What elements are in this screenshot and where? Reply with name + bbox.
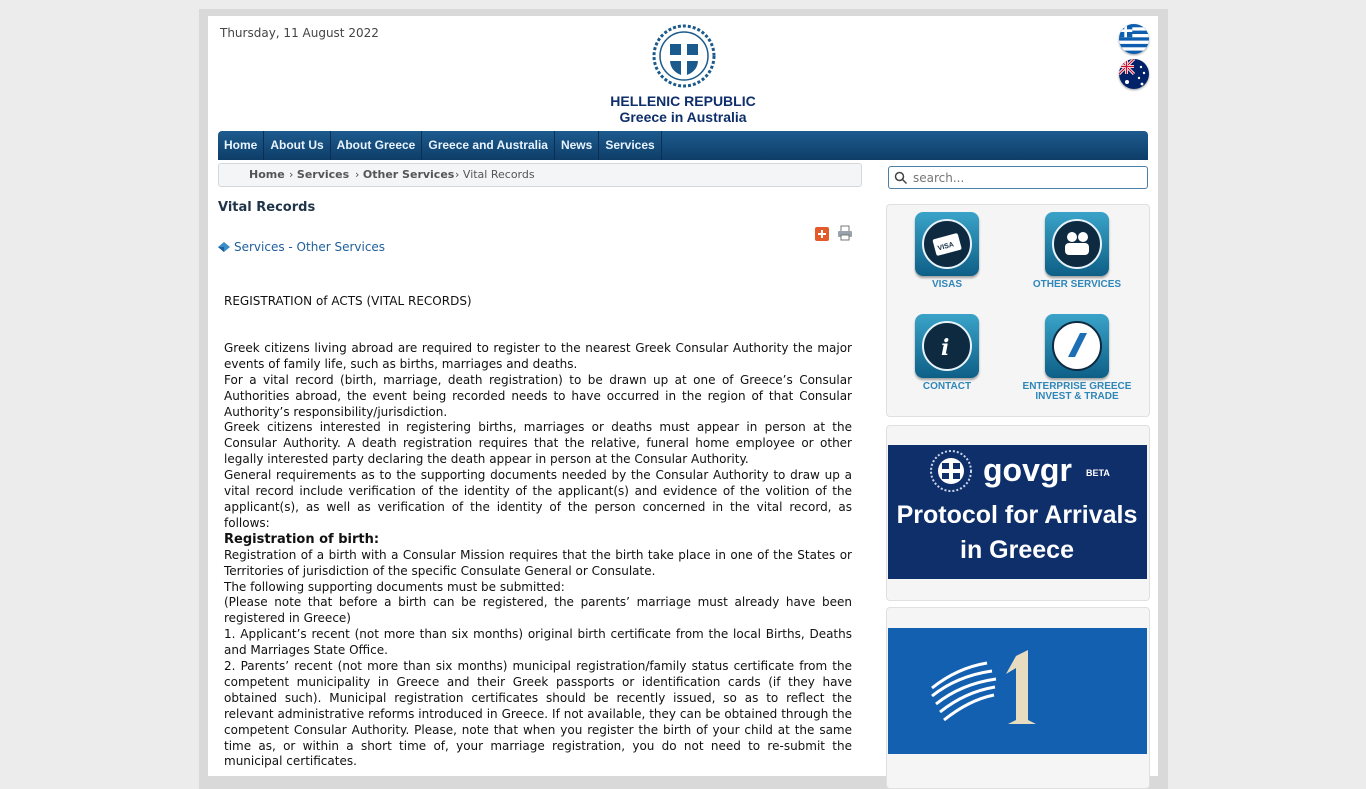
article-paragraph: The following supporting documents must be submitted: [224,579,565,594]
svg-text:VISA: VISA [937,241,955,253]
quick-links-box [886,204,1150,417]
greece-2021-logo-icon [888,628,1147,754]
breadcrumb-home[interactable]: Home [249,168,285,181]
site-subtitle: Greece in Australia [619,109,747,125]
svg-text:i: i [941,335,950,361]
section-link[interactable] [218,240,385,254]
page-tools [812,225,853,245]
govgr-brand: govgr [983,452,1072,488]
nav-news[interactable]: News [555,131,599,160]
search-input[interactable] [911,169,1145,187]
nav-services[interactable]: Services [599,131,661,160]
greece-2021-banner[interactable] [888,628,1147,754]
greek-flag-icon[interactable] [1119,24,1149,54]
nav-about-greece[interactable]: About Greece [331,131,423,160]
search-icon [894,170,908,189]
tile-contact[interactable] [887,314,1007,392]
article-paragraph: For a vital record (birth, marriage, death registration) to be drawn up at one of Greece’s Consular Authorities abroad, the event being recorded needs to have occurred in the region of that Consular Authority’s responsibility/jurisdiction. [224,372,852,419]
breadcrumb-other-services[interactable]: Other Services [362,168,455,181]
breadcrumb: Home › Services › Other Services › Vital Records [218,163,862,187]
list-item: 1. Applicant’s recent (not more than six months) original birth certificate from the local Births, Deaths and Marriages State Office. [224,627,852,658]
info-icon [924,323,970,369]
people-icon [1054,221,1100,267]
article-body [224,294,852,770]
section-link-label[interactable]: Services - Other Services [234,240,386,254]
list-item: 2. Parents’ recent (not more than six months) municipal registration/family status certificate from the competent municipality in Greece and their Greek passports or identification cards (if they have obtained such). Municipal registration certificates should be recently issued, so as to reflect the relevant administrative reforms introduced in Greece. If not available, they can be obtained through the competent Consular Authority. Please, note that when you register the birth of your child at the same time as, or within a short time of, your marriage registration, you do not need to re-submit the municipal certificates. [224,659,852,769]
article-paragraph: Greek citizens living abroad are required to register to the nearest Greek Consular Authority the major events of family life, such as births, marriages and deaths. [224,340,852,371]
republic-title: HELLENIC REPUBLIC [610,93,756,109]
tile-other-services[interactable] [1017,212,1137,290]
page [208,16,1158,776]
tile-label: INVEST & TRADE [1035,391,1119,402]
page-title: Vital Records [218,200,316,215]
tile-label: VISAS [931,279,962,290]
banner-line-2: in Greece [960,536,1074,564]
birth-subheading: Registration of birth: [224,531,380,547]
article-paragraph: General requirements as to the supporting documents needed by the Consular Authority to draw up a vital record include verification of the identity of the applicant(s) and evidence of the volition of the applicant(s), as well as verification of the identity of the person concerned in the vital record, as follows: [224,468,852,530]
tile-label: CONTACT [922,381,972,392]
nav-home[interactable]: Home [218,131,264,160]
share-plus-icon[interactable] [815,226,829,245]
breadcrumb-services[interactable]: Services [296,168,350,181]
enterprise-greece-icon [1054,323,1100,369]
visa-card-icon [924,221,970,267]
nav-about-us[interactable]: About Us [264,131,330,160]
greek-emblem-logo[interactable] [652,24,716,88]
tile-enterprise-greece[interactable] [1017,314,1137,402]
breadcrumb-current: Vital Records [462,168,535,181]
gem-icon [218,241,230,251]
tile-visas[interactable] [887,212,1007,290]
current-date: Thursday, 11 August 2022 [220,26,379,40]
banner-line-1: Protocol for Arrivals [896,501,1138,529]
article-heading: REGISTRATION of ACTS (VITAL RECORDS) [224,294,472,308]
search-box [888,166,1148,189]
print-icon[interactable] [837,225,853,245]
article-paragraph: Registration of a birth with a Consular Mission requires that the birth take place in one of the States or Territories of jurisdiction of the specific Consulate General or Consulate. [224,547,852,578]
article-paragraph: (Please note that before a birth can be registered, the parents’ marriage must already have been registered in Greece) [224,595,852,626]
main-navigation [218,131,1148,160]
article-paragraph: Greek citizens interested in registering births, marriages or deaths must appear in person at the Consular Authority. A death registration requires that the relative, funeral home employee or other legally interested party declaring the death appear in person at the Consular Authority. [224,420,852,467]
tile-label: ENTERPRISE GREECE [1022,381,1132,392]
beta-label: BETA [1086,468,1110,478]
tile-label: OTHER SERVICES [1032,279,1122,290]
nav-greece-and-australia[interactable]: Greece and Australia [422,131,555,160]
govgr-banner[interactable] [888,445,1147,579]
australian-flag-icon[interactable] [1119,59,1149,89]
